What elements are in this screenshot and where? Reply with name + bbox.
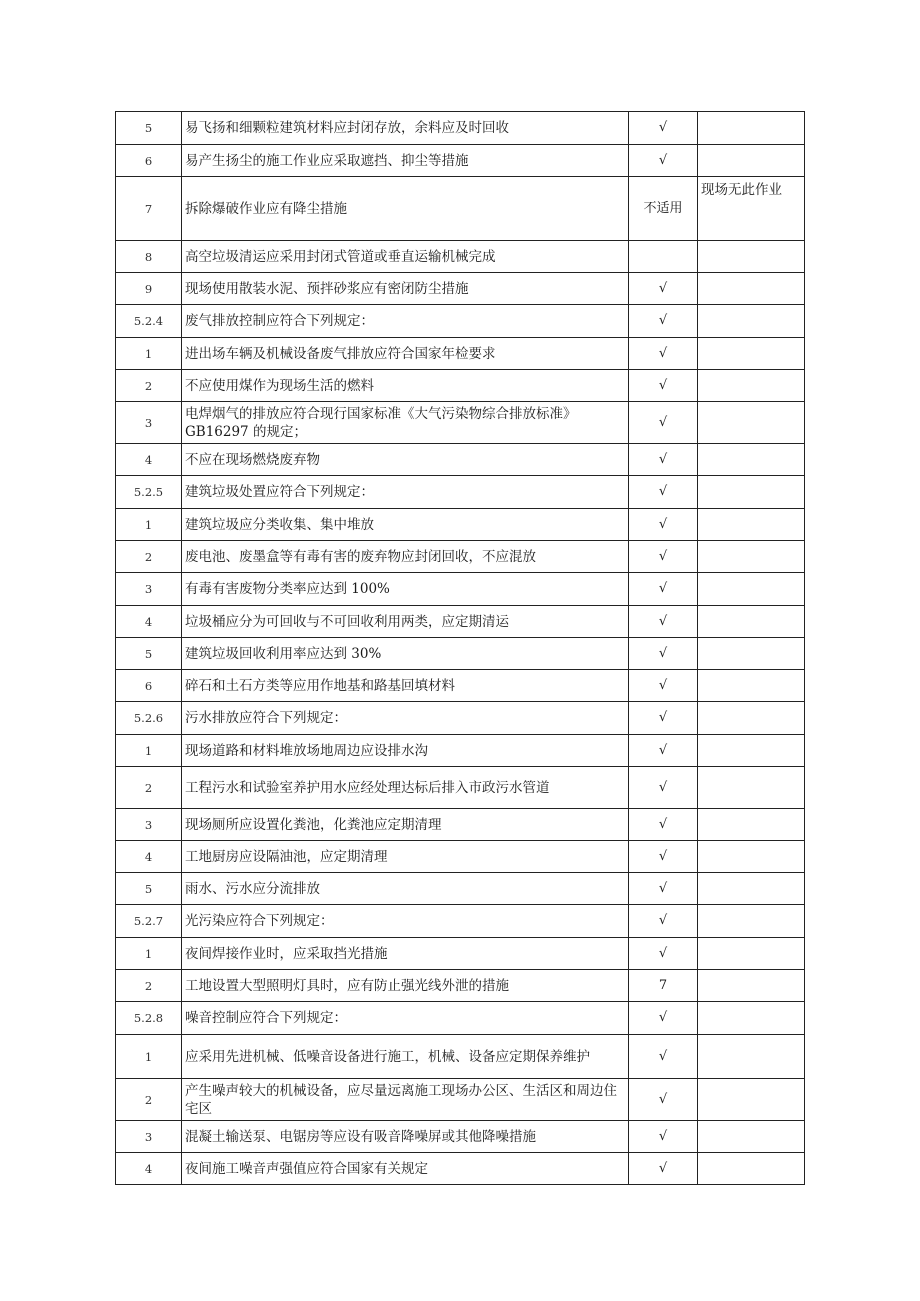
row-item: 有毒有害废物分类率应达到 100% [182, 573, 629, 606]
row-number: 3 [116, 1121, 182, 1153]
table-row [116, 177, 805, 241]
row-item: 建筑垃圾应分类收集、集中堆放 [182, 509, 629, 541]
row-item: 污水排放应符合下列规定： [182, 702, 629, 735]
row-result: √ [629, 1153, 698, 1185]
row-result: √ [629, 1121, 698, 1153]
row-remark [698, 905, 805, 938]
row-number: 1 [116, 1035, 182, 1079]
row-number: 3 [116, 573, 182, 606]
row-number: 8 [116, 241, 182, 273]
row-item: 夜间施工噪音声强值应符合国家有关规定 [182, 1153, 629, 1185]
row-remark [698, 1121, 805, 1153]
row-result: √ [629, 1079, 698, 1121]
row-result: √ [629, 273, 698, 305]
table-row [116, 873, 805, 905]
row-remark [698, 145, 805, 177]
row-result: √ [629, 905, 698, 938]
row-remark [698, 402, 805, 444]
row-number: 5.2.8 [116, 1002, 182, 1035]
row-item: 建筑垃圾处置应符合下列规定： [182, 476, 629, 509]
row-number: 6 [116, 670, 182, 702]
row-item: 建筑垃圾回收利用率应达到 30% [182, 638, 629, 670]
table-row [116, 938, 805, 970]
row-remark [698, 370, 805, 402]
row-result: √ [629, 841, 698, 873]
row-remark [698, 873, 805, 905]
row-number: 4 [116, 444, 182, 476]
row-item: 夜间焊接作业时，应采取挡光措施 [182, 938, 629, 970]
row-item: 现场使用散装水泥、预拌砂浆应有密闭防尘措施 [182, 273, 629, 305]
row-number: 1 [116, 735, 182, 767]
row-item: 电焊烟气的排放应符合现行国家标准《大气污染物综合排放标准》GB16297 的规定； [182, 402, 629, 444]
row-number: 4 [116, 1153, 182, 1185]
table-row [116, 573, 805, 606]
row-result [629, 241, 698, 273]
row-item: 噪音控制应符合下列规定： [182, 1002, 629, 1035]
row-item: 易飞扬和细颗粒建筑材料应封闭存放，余料应及时回收 [182, 112, 629, 145]
row-result: √ [629, 509, 698, 541]
row-result: √ [629, 112, 698, 145]
row-number: 2 [116, 541, 182, 573]
row-remark [698, 241, 805, 273]
table-row [116, 735, 805, 767]
row-remark [698, 735, 805, 767]
row-item: 高空垃圾清运应采用封闭式管道或垂直运输机械完成 [182, 241, 629, 273]
row-item: 不应使用煤作为现场生活的燃料 [182, 370, 629, 402]
row-remark [698, 938, 805, 970]
table-row [116, 1002, 805, 1035]
table-row [116, 305, 805, 338]
table-row [116, 841, 805, 873]
table-row [116, 1079, 805, 1121]
table-row [116, 145, 805, 177]
table-row [116, 509, 805, 541]
table-row [116, 702, 805, 735]
table-row [116, 112, 805, 145]
row-number: 6 [116, 145, 182, 177]
row-remark [698, 509, 805, 541]
table-row [116, 273, 805, 305]
table-row [116, 402, 805, 444]
row-result: √ [629, 476, 698, 509]
row-item: 工程污水和试验室养护用水应经处理达标后排入市政污水管道 [182, 767, 629, 809]
inspection-table [115, 111, 805, 1185]
row-item: 易产生扬尘的施工作业应采取遮挡、抑尘等措施 [182, 145, 629, 177]
row-remark [698, 606, 805, 638]
inspection-sheet [115, 111, 804, 1185]
row-number: 2 [116, 1079, 182, 1121]
row-result: √ [629, 541, 698, 573]
table-row [116, 476, 805, 509]
row-number: 5.2.7 [116, 905, 182, 938]
table-row [116, 606, 805, 638]
row-result: √ [629, 702, 698, 735]
row-item: 工地厨房应设隔油池，应定期清理 [182, 841, 629, 873]
row-remark [698, 1035, 805, 1079]
row-item: 进出场车辆及机械设备废气排放应符合国家年检要求 [182, 338, 629, 370]
row-number: 3 [116, 402, 182, 444]
table-row [116, 241, 805, 273]
row-remark [698, 702, 805, 735]
row-result: √ [629, 402, 698, 444]
row-remark [698, 338, 805, 370]
row-remark [698, 1002, 805, 1035]
row-result: √ [629, 809, 698, 841]
table-row [116, 338, 805, 370]
row-number: 7 [116, 177, 182, 241]
table-row [116, 370, 805, 402]
row-item: 应采用先进机械、低噪音设备进行施工，机械、设备应定期保养维护 [182, 1035, 629, 1079]
row-item: 碎石和土石方类等应用作地基和路基回填材料 [182, 670, 629, 702]
row-number: 2 [116, 767, 182, 809]
row-item: 现场道路和材料堆放场地周边应设排水沟 [182, 735, 629, 767]
table-row [116, 638, 805, 670]
table-row [116, 970, 805, 1002]
row-item: 拆除爆破作业应有降尘措施 [182, 177, 629, 241]
row-number: 1 [116, 338, 182, 370]
row-number: 4 [116, 841, 182, 873]
table-row [116, 1153, 805, 1185]
row-result: √ [629, 767, 698, 809]
row-result: √ [629, 670, 698, 702]
row-item: 产生噪声较大的机械设备，应尽量远离施工现场办公区、生活区和周边住宅区 [182, 1079, 629, 1121]
table-row [116, 767, 805, 809]
row-result: √ [629, 444, 698, 476]
row-result: √ [629, 606, 698, 638]
row-remark [698, 670, 805, 702]
row-remark [698, 841, 805, 873]
row-number: 5 [116, 638, 182, 670]
row-result: √ [629, 735, 698, 767]
row-item: 不应在现场燃烧废弃物 [182, 444, 629, 476]
table-row [116, 1035, 805, 1079]
row-item: 废气排放控制应符合下列规定： [182, 305, 629, 338]
row-item: 废电池、废墨盒等有毒有害的废弃物应封闭回收，不应混放 [182, 541, 629, 573]
row-number: 5 [116, 873, 182, 905]
row-result: √ [629, 1002, 698, 1035]
row-remark [698, 273, 805, 305]
row-remark [698, 112, 805, 145]
row-remark [698, 1153, 805, 1185]
row-remark [698, 638, 805, 670]
row-result: √ [629, 305, 698, 338]
row-remark: 现场无此作业 [698, 177, 805, 241]
row-number: 2 [116, 970, 182, 1002]
row-item: 混凝土输送泵、电锯房等应设有吸音降噪屏或其他降噪措施 [182, 1121, 629, 1153]
table-row [116, 1121, 805, 1153]
row-result: √ [629, 638, 698, 670]
row-remark [698, 1079, 805, 1121]
row-result: √ [629, 938, 698, 970]
row-remark [698, 444, 805, 476]
row-result: 不适用 [629, 177, 698, 241]
table-row [116, 541, 805, 573]
row-item: 垃圾桶应分为可回收与不可回收利用两类，应定期清运 [182, 606, 629, 638]
row-number: 5.2.6 [116, 702, 182, 735]
table-row [116, 809, 805, 841]
row-result: √ [629, 573, 698, 606]
row-remark [698, 970, 805, 1002]
table-row [116, 905, 805, 938]
row-remark [698, 573, 805, 606]
row-result: √ [629, 370, 698, 402]
row-number: 1 [116, 938, 182, 970]
row-item: 光污染应符合下列规定： [182, 905, 629, 938]
row-result: √ [629, 338, 698, 370]
row-remark [698, 767, 805, 809]
row-result: 7 [629, 970, 698, 1002]
row-item: 雨水、污水应分流排放 [182, 873, 629, 905]
row-result: √ [629, 145, 698, 177]
row-remark [698, 541, 805, 573]
row-remark [698, 305, 805, 338]
row-number: 5.2.4 [116, 305, 182, 338]
row-item: 现场厕所应设置化粪池，化粪池应定期清理 [182, 809, 629, 841]
row-result: √ [629, 1035, 698, 1079]
row-remark [698, 809, 805, 841]
row-result: √ [629, 873, 698, 905]
row-number: 9 [116, 273, 182, 305]
row-number: 5 [116, 112, 182, 145]
row-number: 1 [116, 509, 182, 541]
table-row [116, 670, 805, 702]
row-number: 4 [116, 606, 182, 638]
row-item: 工地设置大型照明灯具时，应有防止强光线外泄的措施 [182, 970, 629, 1002]
row-remark [698, 476, 805, 509]
table-row [116, 444, 805, 476]
row-number: 5.2.5 [116, 476, 182, 509]
table-body [116, 112, 805, 1185]
row-number: 2 [116, 370, 182, 402]
row-number: 3 [116, 809, 182, 841]
